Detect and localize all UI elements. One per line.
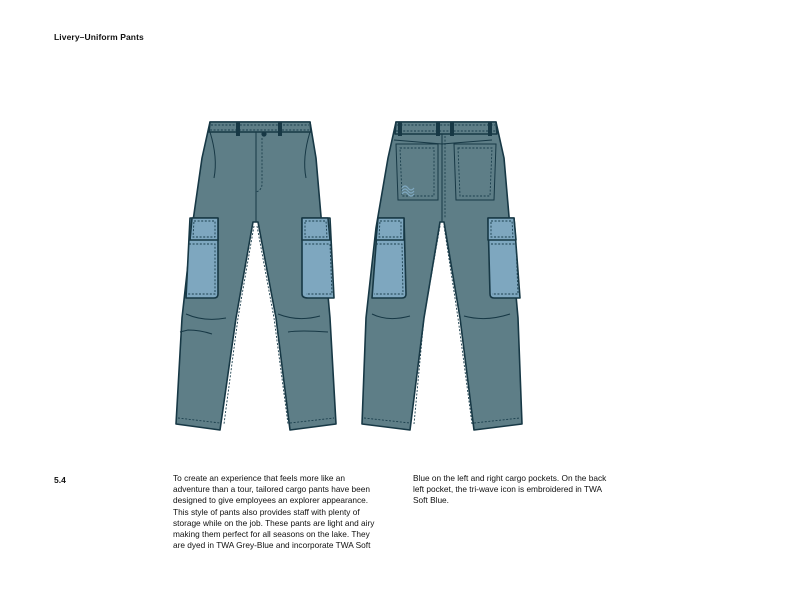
description-line: making them perfect for all seasons on the lake. They (173, 529, 370, 540)
description-line: This style of pants also provides staff with plenty of (173, 506, 360, 517)
description-line: storage while on the job. These pants are light and airy (173, 517, 375, 528)
cargo-pants-front-illustration (170, 118, 340, 434)
description-line: left pocket, the tri-wave icon is embroidered in TWA (413, 484, 603, 495)
page-title: Livery–Uniform Pants (54, 32, 144, 42)
description-line: adventure than a tour, tailored cargo pants have been (173, 484, 370, 495)
section-number: 5.4 (54, 475, 66, 485)
description-column-2 (413, 473, 638, 507)
description-line: Blue on the left and right cargo pockets. On the back (413, 473, 607, 483)
description-line: Soft Blue. (413, 495, 449, 506)
description-line: To create an experience that feels more like an (173, 473, 346, 483)
description-line: designed to give employees an explorer appearance. (173, 495, 369, 506)
description-line: are dyed in TWA Grey-Blue and incorporate TWA Soft (173, 540, 371, 551)
description-column-1 (173, 473, 398, 551)
cargo-pants-back-illustration (358, 118, 528, 434)
